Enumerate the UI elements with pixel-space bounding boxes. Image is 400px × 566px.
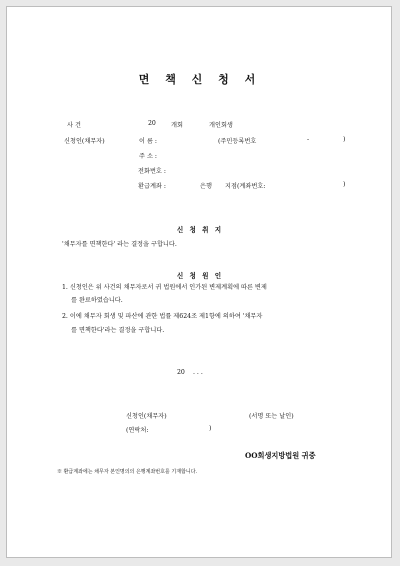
purpose-heading: 신 청 취 지 [176,226,224,234]
rrn-label: (주민등록번호 [218,138,257,145]
phone-label: 전화번호 : [138,168,166,175]
case-type: 개인회생 [209,122,233,129]
case-year: 20 [148,120,156,127]
branch-close: ) [343,181,346,188]
purpose-text: '채무자를 면책한다' 라는 결정을 구합니다. [62,241,177,248]
date-year: 20 [177,369,185,376]
rrn-dash: - [307,136,310,143]
reason-heading: 신 청 원 인 [176,272,224,280]
case-middle: 개회 [171,122,183,129]
court-addressee: OO회생지방법원 귀중 [245,451,316,460]
applicant-label: 신청인(채무자) [64,138,105,145]
address-label: 주 소 : [139,153,157,160]
contact-label: (연락처: [126,427,149,434]
date-dots: . . . [193,369,203,376]
reason-item-1-line-1: 1. 신청인은 위 사건의 채무자로서 귀 법원에서 인가된 변제계획에 따른 변제 [62,284,267,291]
bank-label: 은행 [200,183,212,190]
reason-item-1-line-2: 를 완료하였습니다. [71,297,123,304]
document-page [6,6,392,558]
reason-item-2-line-2: 를 면책한다'라는 결정을 구합니다. [71,327,165,334]
name-label: 이 름 : [139,138,157,145]
branch-label: 지점(계좌번호: [225,183,266,190]
rrn-close: ) [343,136,346,143]
signature-applicant-label: 신청인(채무자) [126,413,167,420]
signature-seal-label: (서명 또는 날인) [249,413,294,420]
refund-account-label: 환급계좌 : [138,183,166,190]
reason-item-2-line-1: 2. 이에 채무자 회생 및 파산에 관한 법률 제624조 제1항에 의하여 '채무자 [62,313,263,320]
contact-close: ) [209,425,212,432]
document-title: 면 책 신 청 서 [138,73,262,86]
case-label: 사 건 [67,122,81,129]
footnote: ※ 환급계좌에는 채무자 본인명의의 은행계좌번호를 기재합니다. [57,469,198,475]
